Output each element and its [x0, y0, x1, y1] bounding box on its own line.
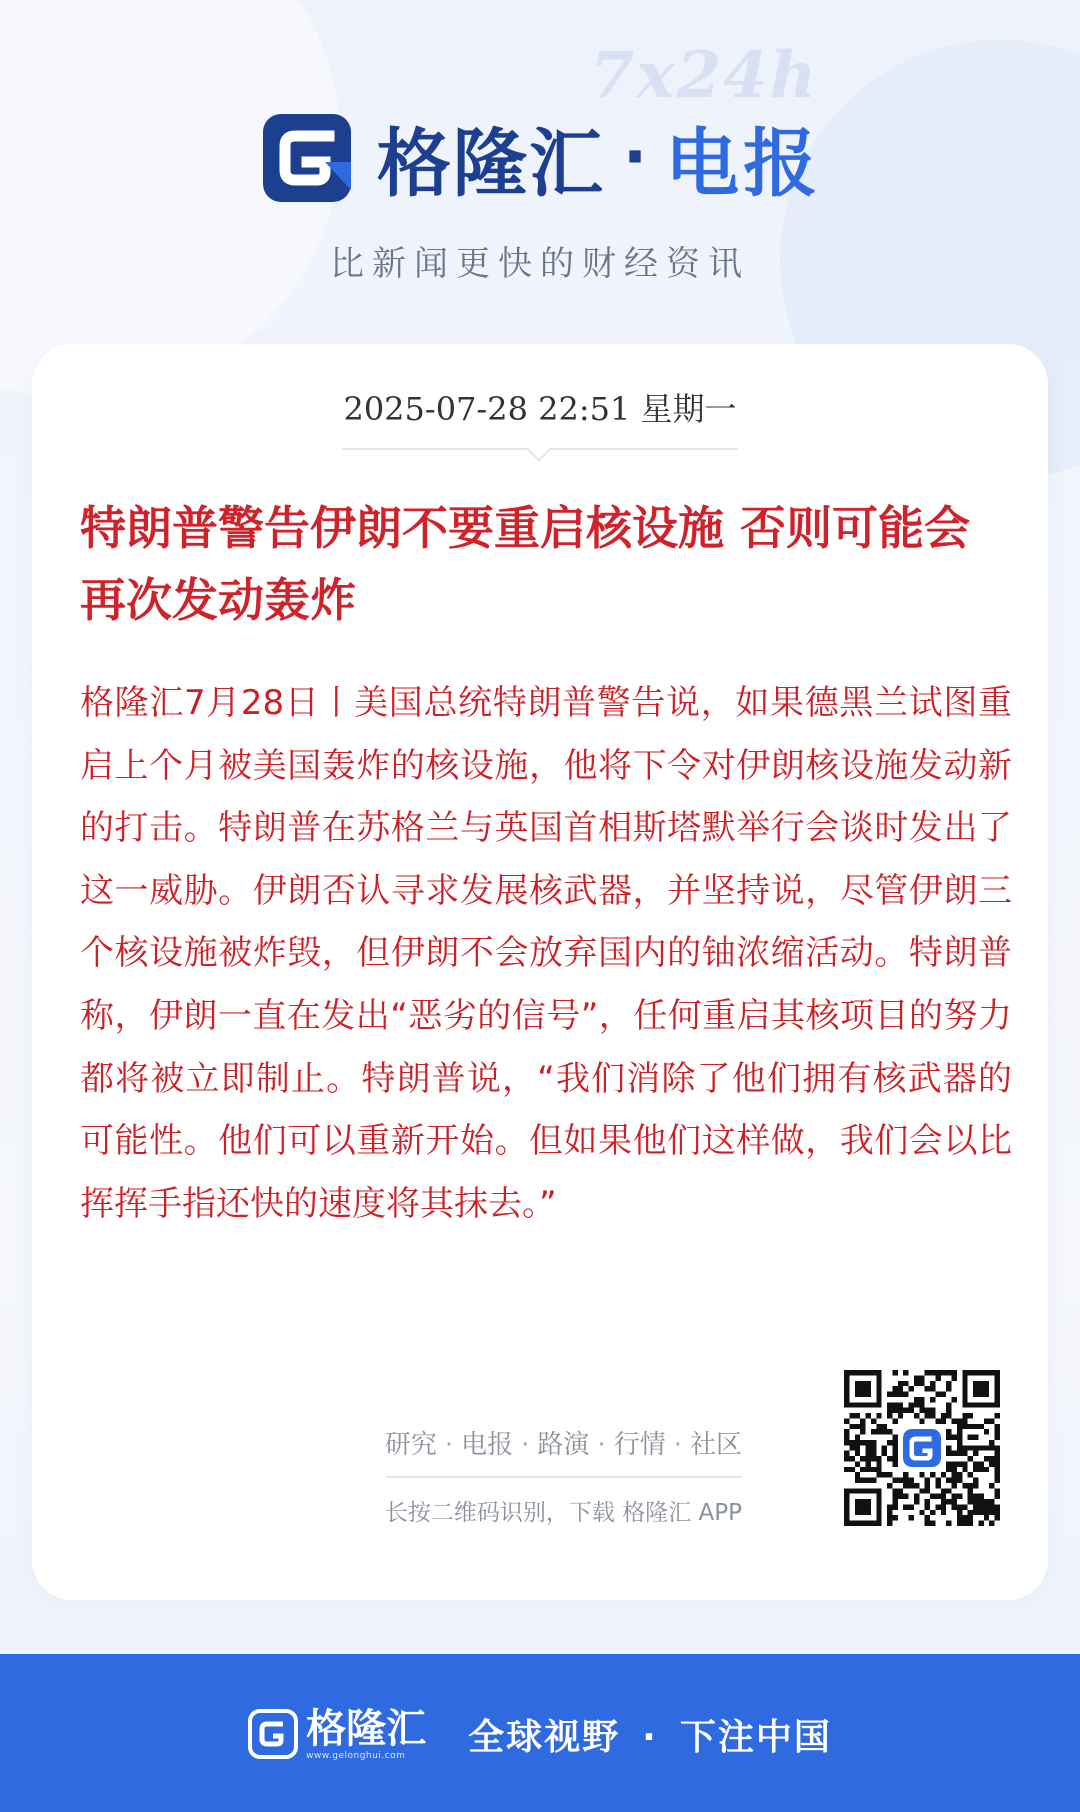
bottom-brand-name: 格隆汇	[306, 1706, 427, 1752]
slogan-right: 下注中国	[679, 1716, 832, 1758]
footer-link-separator: ·	[597, 1430, 606, 1460]
slogan-left: 全球视野	[468, 1716, 621, 1758]
brand-name: 格隆汇	[376, 121, 605, 207]
gelonghui-logo-icon	[259, 108, 359, 208]
qr-code-icon[interactable]	[844, 1370, 1000, 1526]
slogan-separator: ·	[642, 1716, 658, 1758]
tagline: 比新闻更快的财经资讯	[330, 244, 750, 284]
bottom-brand	[306, 1707, 426, 1761]
brand-separator: ·	[622, 121, 648, 195]
datetime-divider-notch	[526, 436, 551, 461]
news-title: 特朗普警告伊朗不要重启核设施 否则可能会再次发动轰炸	[80, 501, 971, 627]
footer-link-roadshow[interactable]: 路演	[537, 1430, 590, 1460]
bottom-banner	[0, 1654, 1080, 1812]
footer-divider	[386, 1476, 742, 1478]
footer-link-telegraph[interactable]: 电报	[461, 1430, 514, 1460]
gelonghui-logo-icon	[248, 1709, 298, 1759]
qr-download-hint: 长按二维码识别，下载 格隆汇 APP	[384, 1500, 742, 1526]
footer-link-community[interactable]: 社区	[689, 1430, 742, 1460]
news-body: 格隆汇7月28日丨美国总统特朗普警告说，如果德黑兰试图重启上个月被美国轰炸的核设施，他将下令对伊朗核设施发动新的打击。特朗普在苏格兰与英国首相斯塔默举行会谈时发出了这一威胁。伊朗否认寻求发展核武器，并坚持说，尽管伊朗三个核设施被炸毁，但伊朗不会放弃国内的铀浓缩活动。特朗普称，伊朗一直在发出“恶劣的信号”，任何重启其核项目的努力都将被立即制止。特朗普说，“我们消除了他们拥有核武器的可能性。他们可以重新开始。但如果他们这样做，我们会以比挥挥手指还快的速度将其抹去。”	[80, 683, 1012, 1224]
footer-links	[372, 1424, 742, 1461]
footer-link-separator: ·	[521, 1430, 530, 1460]
footer-link-market[interactable]: 行情	[613, 1430, 666, 1460]
bottom-slogan	[468, 1709, 832, 1760]
footer-link-separator: ·	[673, 1430, 682, 1460]
brand-sub-title: 电报	[665, 121, 822, 207]
footer-link-research[interactable]: 研究	[384, 1430, 437, 1460]
bottom-brand-url: www.gelonghui.com	[306, 1751, 406, 1761]
news-card	[32, 344, 1048, 1600]
header	[0, 0, 1080, 340]
footer-link-separator: ·	[444, 1430, 454, 1460]
watermark-7x24h: 7x24h	[590, 38, 819, 113]
news-datetime: 2025-07-28 22:51 星期一	[343, 390, 737, 428]
bottom-banner-content	[0, 1704, 1080, 1764]
brand-row	[0, 108, 1080, 208]
